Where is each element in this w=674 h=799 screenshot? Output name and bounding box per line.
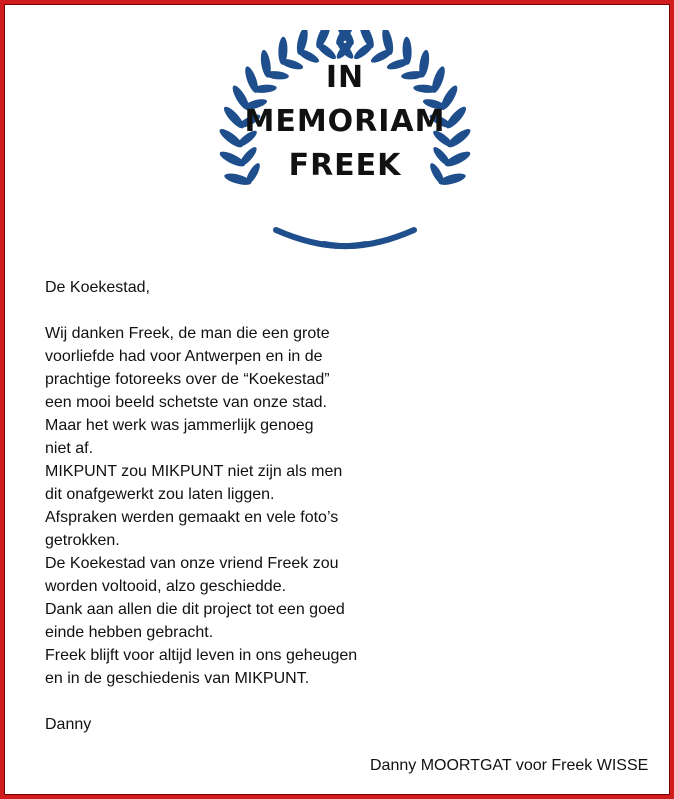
laurel-stem (324, 230, 414, 246)
letter-line: Wij danken Freek, de man die een grote (45, 325, 330, 342)
memoriam-title (216, 56, 474, 188)
letter-line: worden voltooid, alzo geschiedde. (45, 578, 287, 595)
letter-line: en in de geschiedenis van MIKPUNT. (45, 670, 310, 687)
memoriam-line-freek: FREEK (288, 148, 402, 183)
letter-line: voorliefde had voor Antwerpen en in de (45, 348, 323, 365)
letter-line: Freek blijft voor altijd leven in ons geheugen (45, 647, 358, 664)
letter-line: prachtige fotoreeks over de “Koekestad” (45, 371, 330, 388)
letter-line: dit onafgewerkt zou laten liggen. (45, 486, 275, 503)
memoriam-line-in: IN (325, 60, 365, 95)
memoriam-line-memoriam: MEMORIAM (244, 104, 446, 139)
letter-line: De Koekestad van onze vriend Freek zou (45, 555, 339, 572)
closing-name: Danny (45, 716, 92, 733)
letter-line: MIKPUNT zou MIKPUNT niet zijn als men (45, 463, 343, 480)
letter-line: getrokken. (45, 532, 120, 549)
letter-line: een mooi beeld schetste van onze stad. (45, 394, 327, 411)
letter-line: Dank aan allen die dit project tot een goed (45, 601, 345, 618)
letter-line: Afspraken werden gemaakt en vele foto’s (45, 509, 339, 526)
letter-line: einde hebben gebracht. (45, 624, 214, 641)
salutation: De Koekestad, (45, 279, 150, 296)
letter-line: Maar het werk was jammerlijk genoeg (45, 417, 314, 434)
letter-line: niet af. (45, 440, 94, 457)
signature-line: Danny MOORTGAT voor Freek WISSE (370, 757, 649, 774)
letter-body (45, 276, 645, 736)
